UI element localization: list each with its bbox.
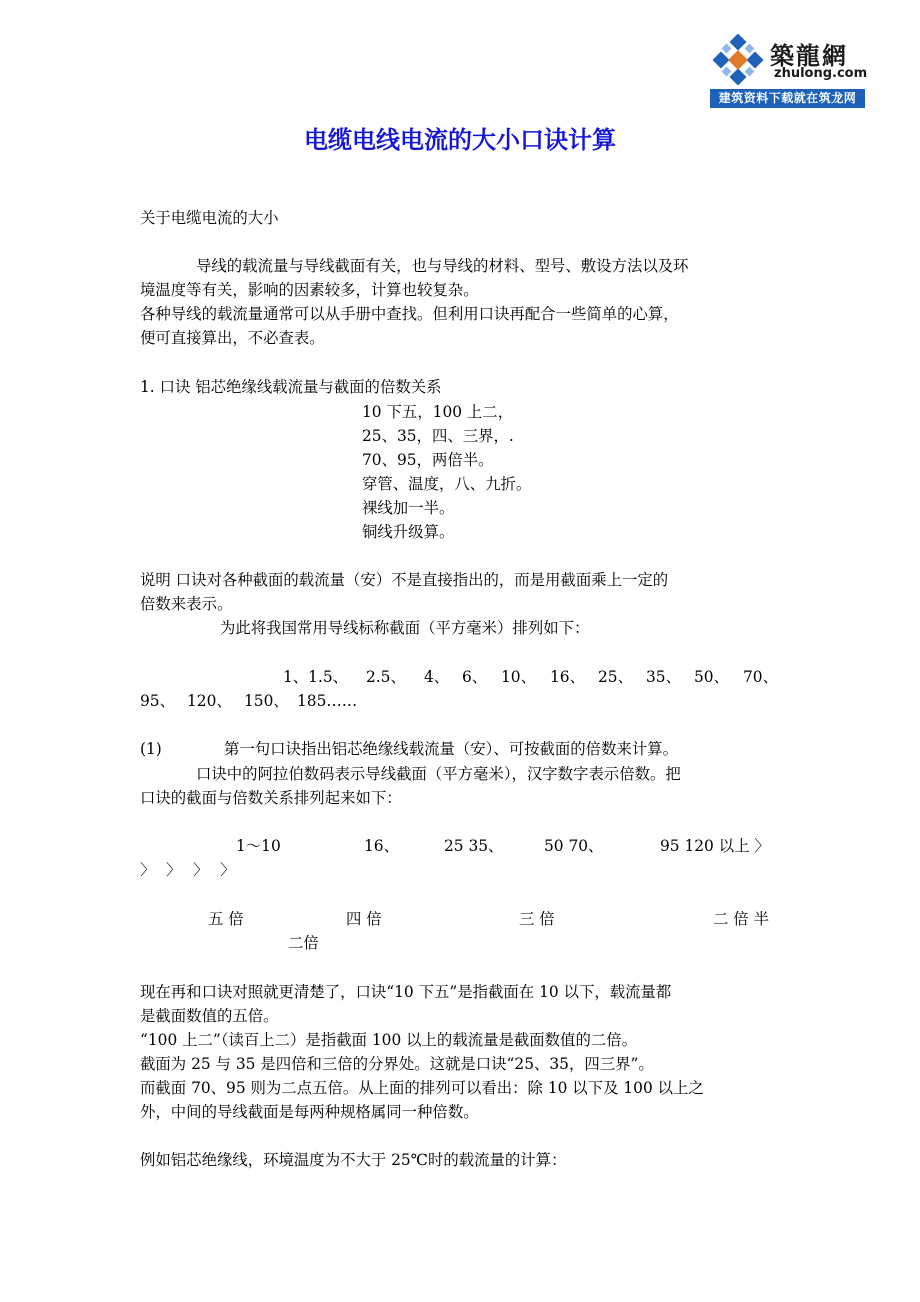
size-value: 4、 <box>424 668 450 686</box>
logo-name: 築龍網 <box>770 42 848 70</box>
size-value: 185…… <box>297 692 358 710</box>
compare-line: 截面为 25 与 35 是四倍和三倍的分界处。这就是口诀“25、35，四三界”。 <box>140 1055 654 1073</box>
size-value: 120、 <box>187 692 232 710</box>
mapping-range: 25 35、 <box>444 837 504 855</box>
size-value: 25、 <box>598 668 633 686</box>
verse-line: 70、95，两倍半。 <box>362 451 494 469</box>
intro-p2-line2: 便可直接算出，不必查表。 <box>140 329 325 347</box>
size-value: 2.5、 <box>366 668 406 686</box>
explain-line1: 说明 口诀对各种截面的载流量（安）不是直接指出的，而是用截面乘上一定的 <box>140 571 669 589</box>
mapping-arrow: 〉 <box>166 861 182 879</box>
size-value: 50、 <box>694 668 729 686</box>
intro-p2-line1: 各种导线的载流量通常可以从手册中查找。但利用口诀再配合一些简单的心算， <box>140 305 679 323</box>
explain-line2: 倍数来表示。 <box>140 595 233 613</box>
mapping-range: 16、 <box>364 837 399 855</box>
mapping-multiple: 四 倍 <box>346 910 382 928</box>
item1-label: (1) <box>140 740 162 758</box>
zhulong-logo[interactable] <box>710 32 868 108</box>
mapping-arrow: 〉 <box>220 861 236 879</box>
compare-line: 外，中间的导线截面是每两种规格属同一种倍数。 <box>140 1103 479 1121</box>
intro-p1-line2: 境温度等有关，影响的因素较多，计算也较复杂。 <box>140 281 479 299</box>
mapping-range: 50 70、 <box>544 837 604 855</box>
verse-line: 铜线升级算。 <box>362 523 455 541</box>
size-value: 150、 <box>244 692 289 710</box>
size-value: 70、 <box>743 668 778 686</box>
page-title: 电缆电线电流的大小口诀计算 <box>304 126 616 154</box>
verse-line: 裸线加一半。 <box>362 499 455 517</box>
mapping-range: 95 120 以上 〉 <box>660 837 770 855</box>
verse-line: 穿管、温度，八、九折。 <box>362 475 532 493</box>
item1-line1: 第一句口诀指出铝芯绝缘线载流量（安）、可按截面的倍数来计算。 <box>224 740 679 758</box>
intro-p1-line1: 导线的载流量与导线截面有关，也与导线的材料、型号、敷设方法以及环 <box>196 257 689 275</box>
item1-line2: 口诀中的阿拉伯数码表示导线截面（平方毫米），汉字数字表示倍数。把 <box>196 765 681 783</box>
mapping-multiple: 五 倍 <box>208 910 244 928</box>
size-value: 95、 <box>140 692 175 710</box>
compare-line: 而截面 70、95 则为二点五倍。从上面的排列可以看出：除 10 以下及 100 以上之 <box>140 1079 704 1097</box>
explain-line3: 为此将我国常用导线标称截面（平方毫米）排列如下： <box>220 619 590 637</box>
mapping-multiple: 二 倍 半 <box>713 910 769 928</box>
size-value: 1、1.5、 <box>283 668 349 686</box>
logo-slogan: 建筑资料下载就在筑龙网 <box>710 89 865 108</box>
zhulong-mark-icon <box>712 34 764 86</box>
mapping-multiple-last: 二倍 <box>288 934 319 952</box>
verse-line: 25、35，四、三界，. <box>362 427 514 445</box>
mapping-arrow: 〉 <box>193 861 209 879</box>
section1-heading: 1. 口诀 铝芯绝缘线载流量与截面的倍数关系 <box>140 378 442 396</box>
compare-line: 现在再和口诀对照就更清楚了，口诀“10 下五”是指截面在 10 以下，载流量都 <box>140 983 672 1001</box>
logo-domain: zhulong.com <box>774 66 868 81</box>
example-line: 例如铝芯绝缘线，环境温度为不大于 25℃时的载流量的计算： <box>140 1151 567 1169</box>
logo-top <box>710 32 868 88</box>
mapping-range: 1～10 <box>236 837 281 855</box>
verse-line: 10 下五，100 上二， <box>362 403 514 421</box>
size-value: 16、 <box>550 668 585 686</box>
compare-line: 是截面数值的五倍。 <box>140 1007 279 1025</box>
mapping-multiple: 三 倍 <box>519 910 555 928</box>
compare-line: “100 上二”（读百上二）是指截面 100 以上的载流量是截面数值的二倍。 <box>140 1031 638 1049</box>
intro-heading: 关于电缆电流的大小 <box>140 209 279 227</box>
mapping-arrow: 〉 <box>140 861 156 879</box>
size-value: 35、 <box>646 668 681 686</box>
item1-line3: 口诀的截面与倍数关系排列起来如下： <box>140 789 402 807</box>
size-value: 10、 <box>501 668 536 686</box>
size-value: 6、 <box>462 668 488 686</box>
